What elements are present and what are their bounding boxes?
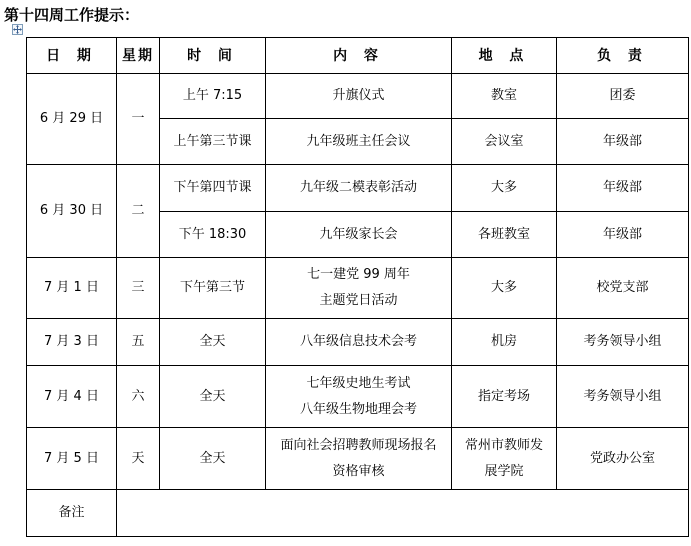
- time-cell: 全天: [160, 366, 266, 428]
- time-cell: 全天: [160, 319, 266, 366]
- location-cell: 大多: [452, 165, 557, 212]
- owner-cell: 年级部: [557, 212, 689, 258]
- notes-value[interactable]: [117, 490, 689, 537]
- date-cell: 7 月 1 日: [27, 258, 117, 319]
- location-cell: 各班教室: [452, 212, 557, 258]
- owner-cell: 党政办公室: [557, 428, 689, 490]
- location-cell: [452, 428, 557, 490]
- date-cell: 7 月 5 日: [27, 428, 117, 490]
- table-row: [27, 165, 689, 212]
- time-cell: 上午第三节课: [160, 119, 266, 165]
- location-line: 常州市教师发: [464, 437, 543, 453]
- weekday-cell: 一: [117, 74, 160, 165]
- schedule-table: [26, 37, 689, 537]
- content-cell: 九年级家长会: [266, 212, 452, 258]
- weekday-cell: 三: [117, 258, 160, 319]
- owner-cell: 考务领导小组: [557, 319, 689, 366]
- header-content: 内 容: [266, 38, 452, 74]
- location-line: 展学院: [484, 463, 524, 479]
- time-cell: 下午第四节课: [160, 165, 266, 212]
- header-weekday: 星期: [117, 38, 160, 74]
- date-cell: 6 月 29 日: [27, 74, 117, 165]
- time-cell: 下午 18:30: [160, 212, 266, 258]
- table-row: [27, 319, 689, 366]
- notes-label: 备注: [27, 490, 117, 537]
- location-cell: 教室: [452, 74, 557, 119]
- date-cell: 7 月 3 日: [27, 319, 117, 366]
- table-row: [27, 428, 689, 490]
- table-row: [27, 258, 689, 319]
- weekday-cell: 五: [117, 319, 160, 366]
- location-cell: 指定考场: [452, 366, 557, 428]
- table-row: [27, 74, 689, 119]
- date-cell: 7 月 4 日: [27, 366, 117, 428]
- time-cell: 全天: [160, 428, 266, 490]
- owner-cell: 团委: [557, 74, 689, 119]
- header-location: 地 点: [452, 38, 557, 74]
- header-date: 日 期: [27, 38, 117, 74]
- owner-cell: 年级部: [557, 119, 689, 165]
- header-time: 时 间: [160, 38, 266, 74]
- date-cell: 6 月 30 日: [27, 165, 117, 258]
- content-cell: 九年级二模表彰活动: [266, 165, 452, 212]
- content-cell: [266, 366, 452, 428]
- weekday-cell: 二: [117, 165, 160, 258]
- content-cell: 八年级信息技术会考: [266, 319, 452, 366]
- header-owner: 负 责: [557, 38, 689, 74]
- location-cell: 机房: [452, 319, 557, 366]
- location-cell: 会议室: [452, 119, 557, 165]
- weekday-cell: 六: [117, 366, 160, 428]
- content-cell: [266, 258, 452, 319]
- weekday-cell: 天: [117, 428, 160, 490]
- content-line: 面向社会招聘教师现场报名: [280, 437, 437, 453]
- notes-row: [27, 490, 689, 537]
- content-line: 主题党日活动: [319, 293, 398, 308]
- content-line: 资格审核: [332, 463, 385, 479]
- content-cell: [266, 428, 452, 490]
- content-line: 七一建党 99 周年: [307, 267, 410, 282]
- owner-cell: 年级部: [557, 165, 689, 212]
- owner-cell: 校党支部: [557, 258, 689, 319]
- content-cell: 升旗仪式: [266, 74, 452, 119]
- owner-cell: 考务领导小组: [557, 366, 689, 428]
- header-row: [27, 38, 689, 74]
- table-move-handle-icon[interactable]: [12, 24, 23, 35]
- content-line: 八年级生物地理会考: [299, 401, 417, 417]
- time-cell: 下午第三节: [160, 258, 266, 319]
- location-cell: 大多: [452, 258, 557, 319]
- table-row: [27, 366, 689, 428]
- page-title: 第十四周工作提示：: [4, 6, 140, 24]
- content-line: 七年级史地生考试: [306, 375, 411, 391]
- time-cell: 上午 7:15: [160, 74, 266, 119]
- content-cell: 九年级班主任会议: [266, 119, 452, 165]
